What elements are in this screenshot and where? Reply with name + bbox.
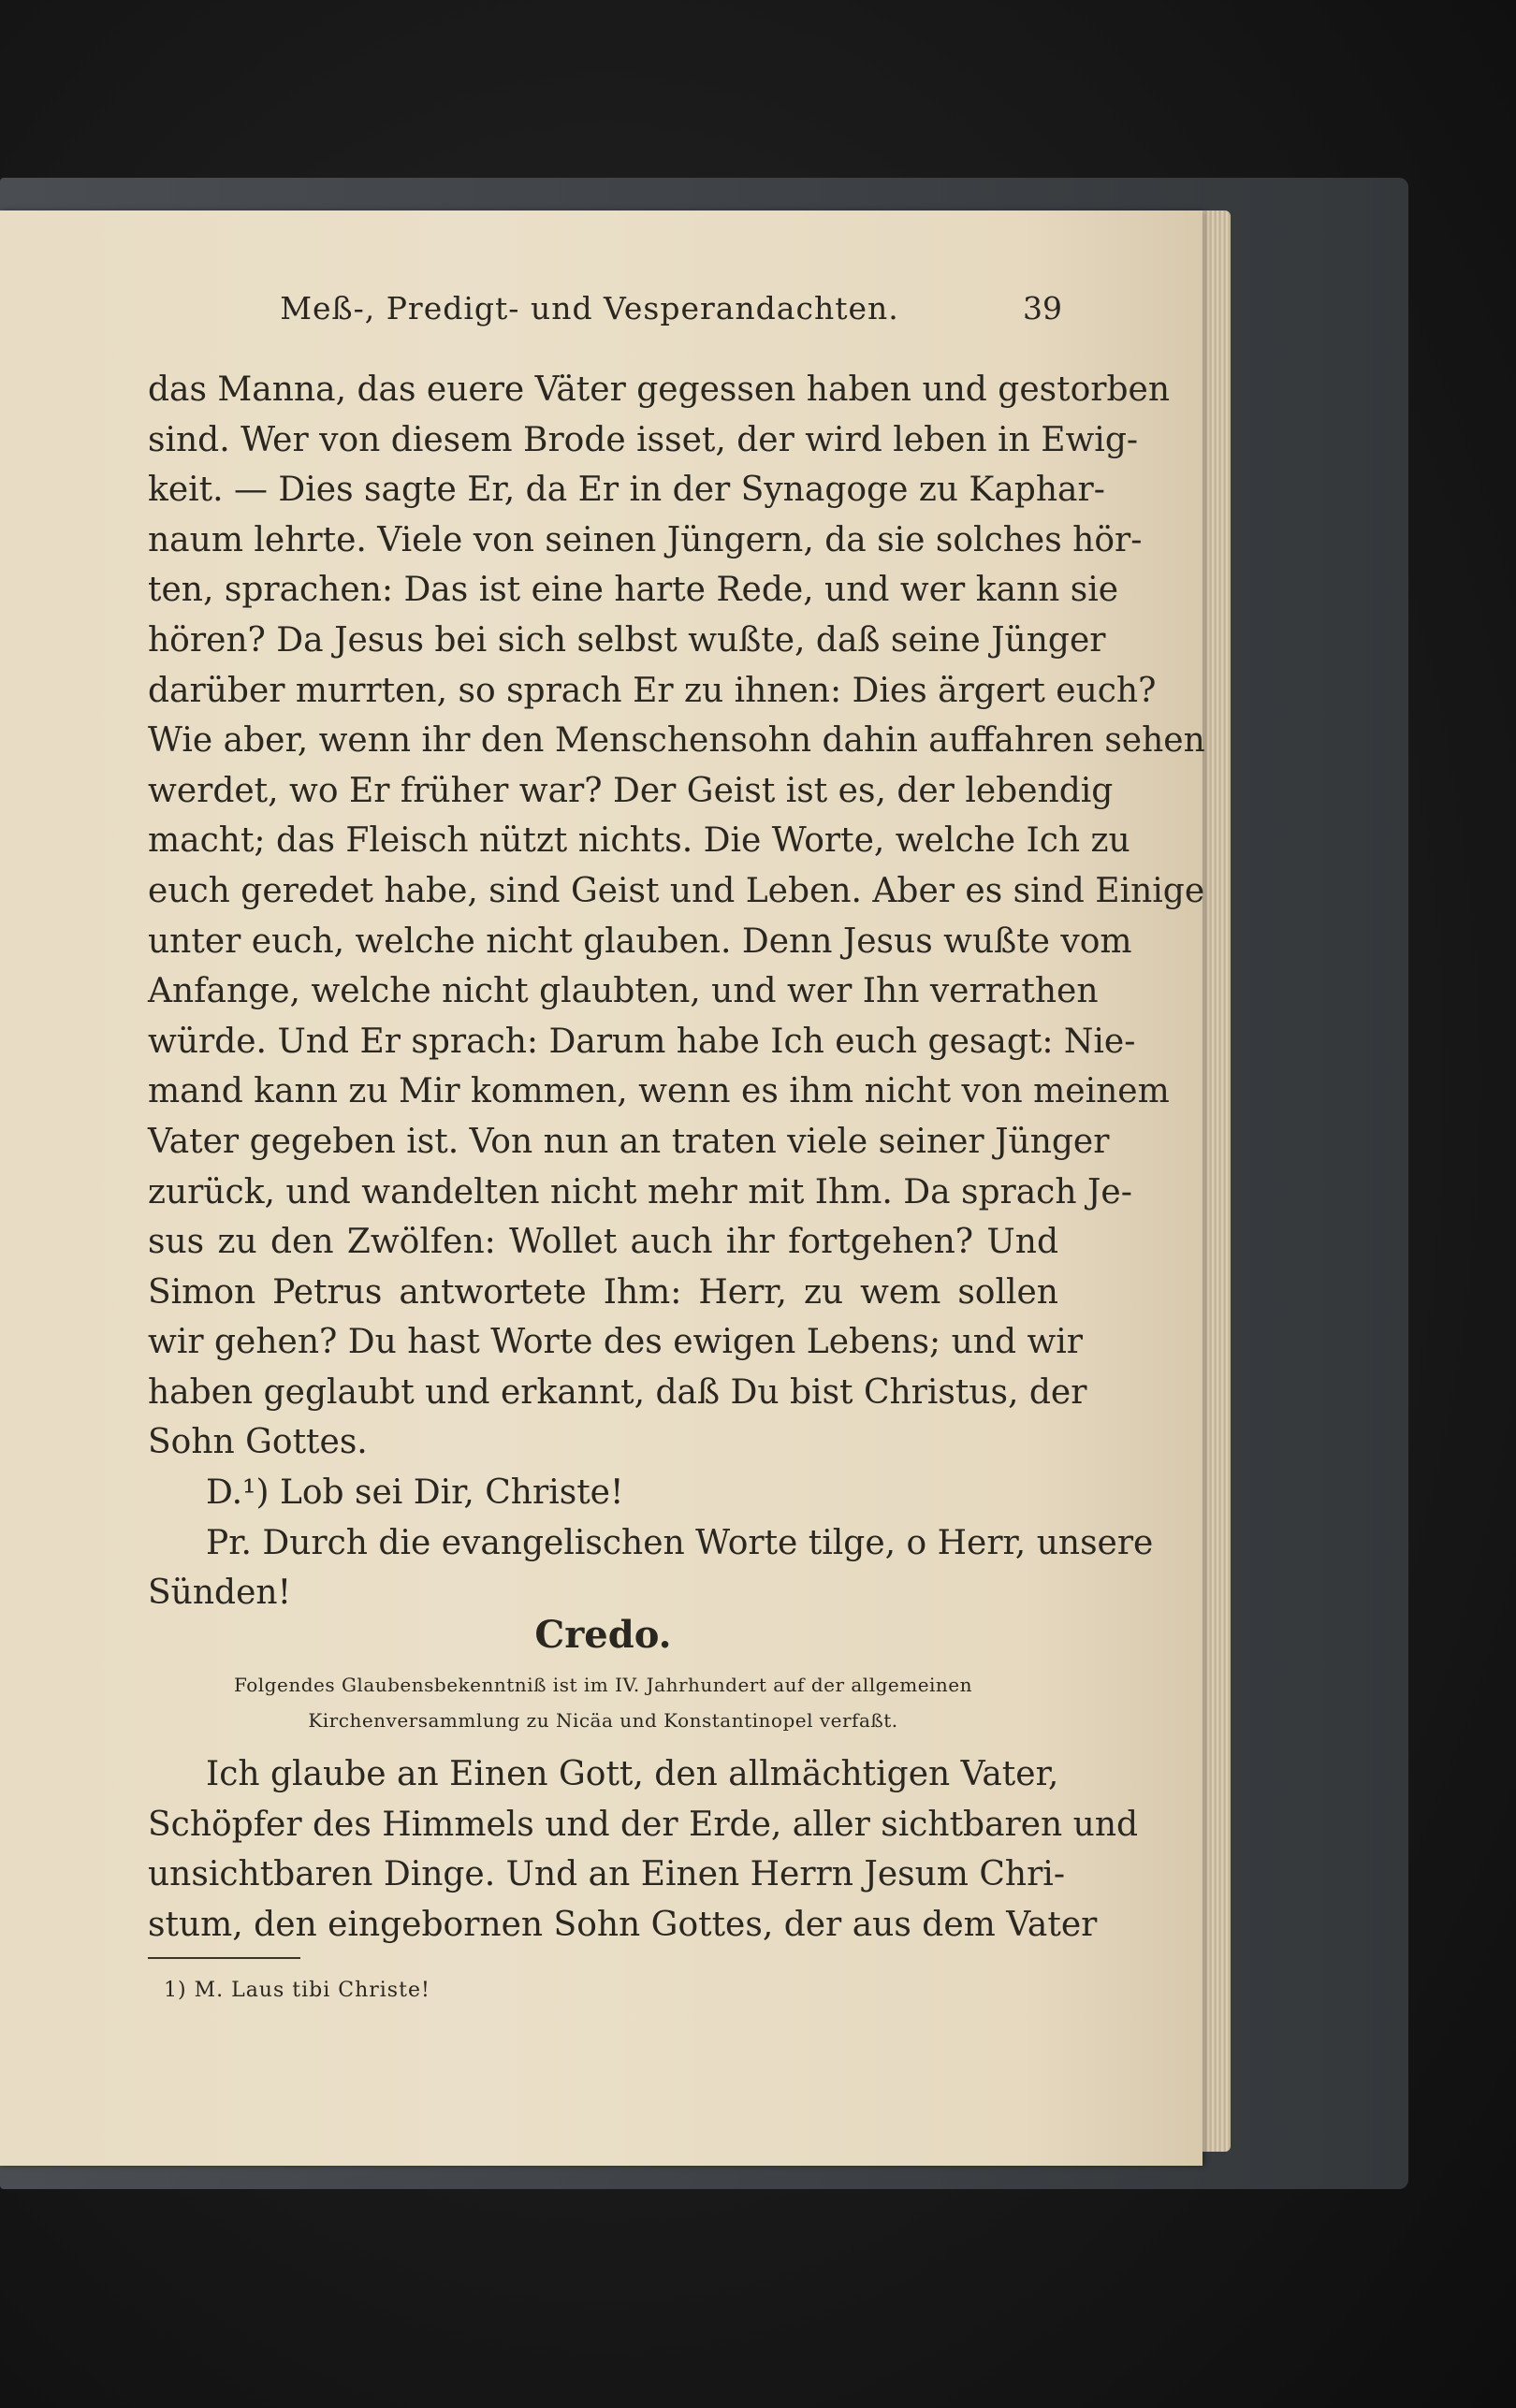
text-line: macht; das Fleisch nützt nichts. Die Worte, welche Ich zu (148, 821, 1130, 861)
section-heading: Credo. (534, 1613, 672, 1657)
response-line: D.¹) Lob sei Dir, Christe! (206, 1473, 624, 1513)
prayer-line: Sünden! (148, 1574, 292, 1613)
note-line: Folgendes Glaubensbekenntniß ist im IV. Jahrhundert auf der allgemeinen (233, 1674, 973, 1696)
text-line: unter euch, welche nicht glauben. Denn Jesus wußte vom (148, 921, 1132, 961)
text-line: Ich glaube an Einen Gott, den allmächtigen Vater, (206, 1755, 1059, 1793)
text-line: keit. — Dies sagte Er, da Er in der Synagoge zu Kaphar- (148, 471, 1105, 510)
page-number: 39 (1023, 290, 1062, 326)
note-line: Kirchenversammlung zu Nicäa und Konstantinopel verfaßt. (308, 1709, 898, 1732)
text-line: haben geglaubt und erkannt, daß Du bist Christus, der (148, 1372, 1087, 1412)
text-line: mand kann zu Mir kommen, wenn es ihm nicht von meinem (148, 1072, 1170, 1111)
text-line: Sohn Gottes. (148, 1423, 368, 1462)
footnote: 1) M. Laus tibi Christe! (164, 1979, 430, 2002)
text-line: sind. Wer von diesem Brode isset, der wird leben in Ewig- (148, 420, 1139, 459)
text-line: Wie aber, wenn ihr den Menschensohn dahin auffahren sehen (148, 721, 1205, 761)
text-line: sus zu den Zwölfen: Wollet auch ihr fortgehen? Und (148, 1223, 1058, 1262)
text-line: Vater gegeben ist. Von nun an traten viele seiner Jünger (148, 1122, 1110, 1161)
text-line: Schöpfer des Himmels und der Erde, aller sichtbaren und (148, 1805, 1139, 1844)
page-header (271, 290, 1062, 346)
text-line: das Manna, das euere Väter gegessen haben und gestorben (148, 370, 1171, 409)
text-line: ten, sprachen: Das ist eine harte Rede, und wer kann sie (148, 571, 1119, 610)
text-line: wir gehen? Du hast Worte des ewigen Lebens; und wir (148, 1323, 1083, 1362)
footnote-rule (148, 1957, 300, 1959)
text-line: zurück, und wandelten nicht mehr mit Ihm. Da sprach Je- (148, 1172, 1132, 1211)
gospel-text (148, 365, 1205, 1618)
running-title: Meß-, Predigt- und Vesperandachten. (280, 290, 899, 326)
text-line: darüber murrten, so sprach Er zu ihnen: Dies ärgert euch? (148, 671, 1157, 710)
prayer-line: Pr. Durch die evangelischen Worte tilge, o Herr, unsere (206, 1523, 1154, 1562)
text-line: hören? Da Jesus bei sich selbst wußte, daß seine Jünger (148, 620, 1106, 660)
text-line: würde. Und Er sprach: Darum habe Ich euch gesagt: Nie- (148, 1022, 1136, 1061)
creed-text (148, 1749, 1139, 1950)
section-note (148, 1667, 1058, 1738)
book-page (0, 210, 1203, 2166)
text-line: Simon Petrus antwortete Ihm: Herr, zu wem sollen (148, 1272, 1058, 1312)
text-line: werdet, wo Er früher war? Der Geist ist es, der lebendig (148, 771, 1114, 810)
text-line: stum, den eingebornen Sohn Gottes, der aus dem Vater (148, 1905, 1098, 1944)
text-line: euch geredet habe, sind Geist und Leben. Aber es sind Einige (148, 871, 1205, 910)
text-line: Anfange, welche nicht glaubten, und wer Ihn verrathen (148, 972, 1099, 1011)
text-line: unsichtbaren Dinge. Und an Einen Herrn Jesum Chri- (148, 1855, 1065, 1894)
text-line: naum lehrte. Viele von seinen Jüngern, da sie solches hör- (148, 520, 1143, 559)
